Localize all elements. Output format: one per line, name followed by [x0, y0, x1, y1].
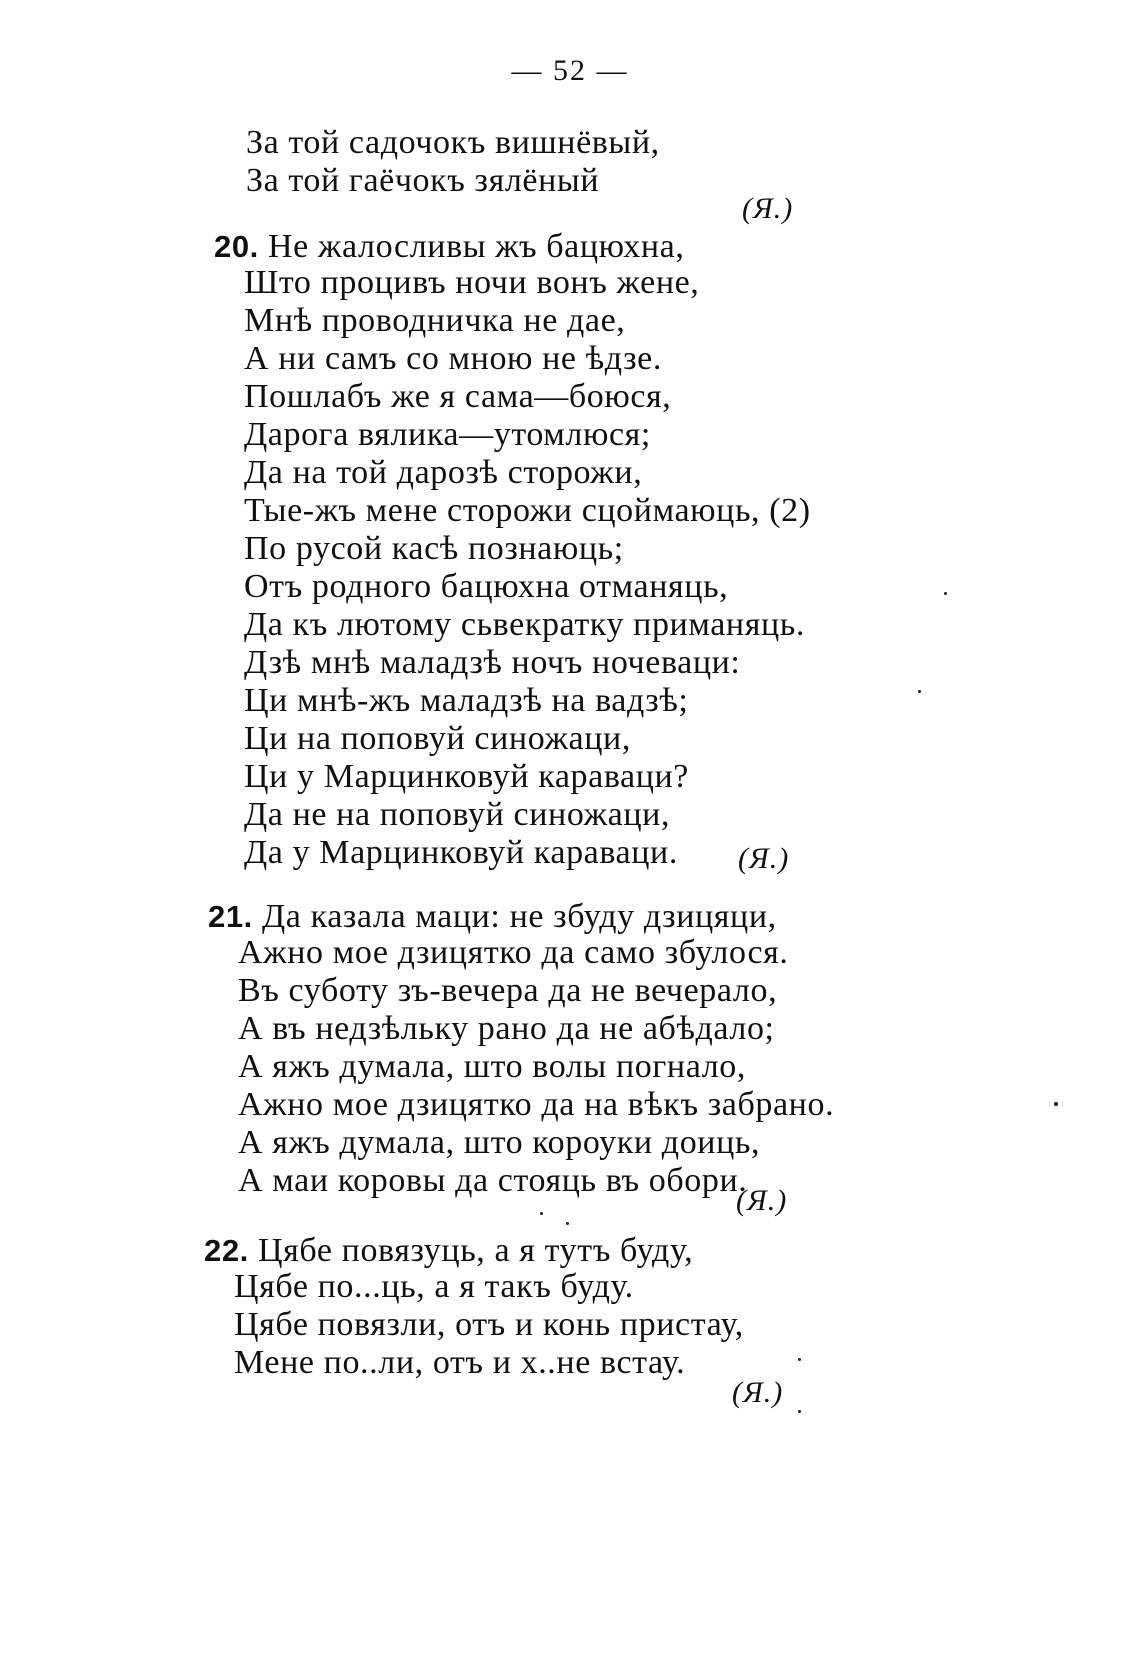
verse-line: За той гаёчокъ зялёный [246, 162, 600, 199]
verse-line [208, 898, 777, 936]
verse-line [214, 228, 684, 266]
scan-speck [918, 690, 921, 693]
verse-line: Въ суботу зъ-вечера да не вечерало, [238, 972, 778, 1009]
verse-line: Ци у Марцинковуй караваци? [244, 758, 689, 795]
source-mark: (Я.) [738, 842, 790, 875]
verse-line: А ни самъ со мною не ѣдзе. [244, 340, 662, 377]
verse-line [204, 1232, 693, 1270]
scan-speck [798, 1410, 801, 1413]
verse-line: Цябе по...ць, а я такъ буду. [234, 1268, 634, 1305]
verse-text: Да казала маци: не збуду дзицяци, [262, 898, 777, 935]
page-number: — 52 — [511, 54, 629, 87]
verse-line: За той садочокъ вишнёвый, [246, 124, 660, 161]
verse-line: Ажно мое дзицятко да само збулося. [238, 934, 789, 971]
scan-speck [566, 1222, 569, 1225]
song-22 [204, 1232, 693, 1270]
verse-line: Да не на поповуй синожаци, [244, 796, 671, 833]
verse-line: Цябе повязли, отъ и конь пристау, [234, 1306, 744, 1343]
stanza-continuation [246, 124, 660, 200]
verse-line: Ци на поповуй синожаци, [244, 720, 631, 757]
verse-line: А яжъ думала, што волы погнало, [238, 1048, 746, 1085]
scan-speck [1054, 1102, 1058, 1106]
song-20 [214, 228, 684, 266]
verse-line: Отъ родного бацюхна отманяць, [244, 568, 729, 605]
song-number: 22. [204, 1233, 249, 1268]
source-mark: (Я.) [736, 1184, 788, 1217]
song-20-body [244, 264, 811, 872]
verse-line: Мене по..ли, отъ и х..не встау. [234, 1344, 686, 1381]
verse-line: А въ недзѣльку рано да не абѣдало; [238, 1010, 775, 1047]
song-number: 21. [208, 899, 253, 934]
verse-line: Да у Марцинковуй караваци. [244, 834, 678, 871]
verse-line: Ажно мое дзицятко да на вѣкъ забрано. [238, 1086, 835, 1123]
song-number: 20. [214, 229, 259, 264]
verse-line: Мнѣ проводничка не дае, [244, 302, 626, 339]
verse-line: По русой касѣ познаюць; [244, 530, 624, 567]
verse-line: А яжъ думала, што короуки доиць, [238, 1124, 761, 1161]
scan-speck [798, 1358, 801, 1361]
verse-line: Ци мнѣ-жъ маладзѣ на вадзѣ; [244, 682, 689, 719]
source-mark: (Я.) [742, 192, 794, 225]
song-21 [208, 898, 777, 936]
verse-line: А маи коровы да стояць въ обори. [238, 1162, 748, 1199]
verse-line: Тые-жъ мене сторожи сцоймаюць, (2) [244, 492, 811, 529]
song-22-body [234, 1268, 744, 1382]
verse-line: Пошлабъ же я сама—боюся, [244, 378, 672, 415]
verse-line: Дзѣ мнѣ маладзѣ ночъ ночеваци: [244, 644, 741, 681]
song-21-body [238, 934, 834, 1200]
verse-line: Што процивъ ночи вонъ жене, [244, 264, 700, 301]
verse-line: Да къ лютому сьвекратку приманяць. [244, 606, 805, 643]
verse-text: Цябе повязуць, а я тутъ буду, [258, 1232, 694, 1269]
verse-line: Да на той дарозѣ сторожи, [244, 454, 643, 491]
scan-speck [540, 1212, 543, 1215]
source-mark: (Я.) [732, 1376, 784, 1409]
verse-text: Не жалосливы жъ бацюхна, [268, 228, 685, 265]
verse-line: Дарога вялика—утомлюся; [244, 416, 651, 453]
scan-speck [944, 592, 947, 595]
